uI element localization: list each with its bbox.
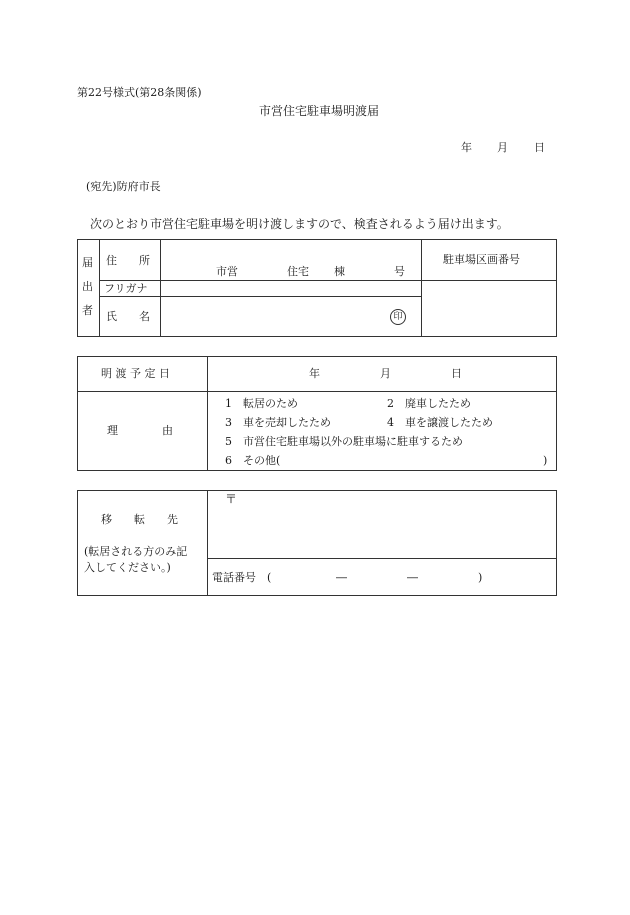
relocation-table — [77, 490, 557, 596]
reason-item-3: 3 車を売却したため — [225, 416, 331, 429]
intro-text: 次のとおり市営住宅駐車場を明け渡しますので、検査されるよう届け出ます。 — [90, 217, 509, 231]
relocation-note-line2: 入してください。) — [84, 561, 171, 574]
divider — [99, 280, 421, 281]
applicant-label-3: 者 — [82, 304, 93, 317]
reason-item-1: 1 転居のため — [225, 397, 298, 410]
date-month-label: 月 — [497, 141, 508, 154]
phone-dash-1: ― — [336, 571, 347, 584]
reason-label: 理 由 — [107, 424, 173, 437]
divider — [77, 391, 557, 392]
page-title: 市営住宅駐車場明渡届 — [259, 104, 380, 118]
divider — [207, 356, 208, 471]
applicant-label-1: 届 — [82, 256, 93, 269]
relocation-note-line1: (転居される方のみ記 — [84, 545, 188, 558]
divider — [207, 490, 208, 596]
phone-dash-2: ― — [407, 571, 418, 584]
vacate-day: 日 — [451, 367, 462, 380]
relocation-label: 移 転 先 — [101, 513, 178, 526]
phone-close-paren: ) — [478, 571, 483, 584]
address-housing: 住宅 — [287, 265, 309, 278]
divider — [421, 239, 422, 337]
seal-mark: 印 — [390, 309, 406, 325]
reason-close-paren: ) — [543, 454, 548, 467]
applicant-label-2: 出 — [82, 280, 93, 293]
divider — [207, 558, 557, 559]
vacate-month: 月 — [380, 367, 391, 380]
address-city: 市営 — [216, 265, 238, 278]
name-label: 氏 名 — [106, 310, 150, 323]
reason-item-2: 2 廃車したため — [387, 397, 471, 410]
divider — [421, 280, 557, 281]
date-day-label: 日 — [534, 141, 545, 154]
furigana-label: フリガナ — [104, 282, 148, 295]
postal-mark: 〒 — [225, 492, 238, 506]
divider — [99, 239, 100, 337]
vacate-year: 年 — [309, 367, 320, 380]
phone-label: 電話番号 ( — [212, 571, 272, 584]
reason-item-6: 6 その他( — [225, 454, 281, 467]
address-label: 住 所 — [106, 254, 150, 267]
reason-item-4: 4 車を譲渡したため — [387, 416, 493, 429]
divider — [160, 239, 161, 337]
address-number: 号 — [394, 265, 405, 278]
address-building: 棟 — [334, 265, 345, 278]
addressee: (宛先)防府市長 — [86, 180, 161, 193]
vacate-date-label: 明 渡 予 定 日 — [101, 367, 170, 380]
reason-item-5: 5 市営住宅駐車場以外の駐車場に駐車するため — [225, 435, 463, 448]
date-year-label: 年 — [461, 141, 472, 154]
parking-number-label: 駐車場区画番号 — [443, 253, 520, 266]
divider — [99, 296, 421, 297]
form-number: 第22号様式(第28条関係) — [77, 86, 202, 99]
